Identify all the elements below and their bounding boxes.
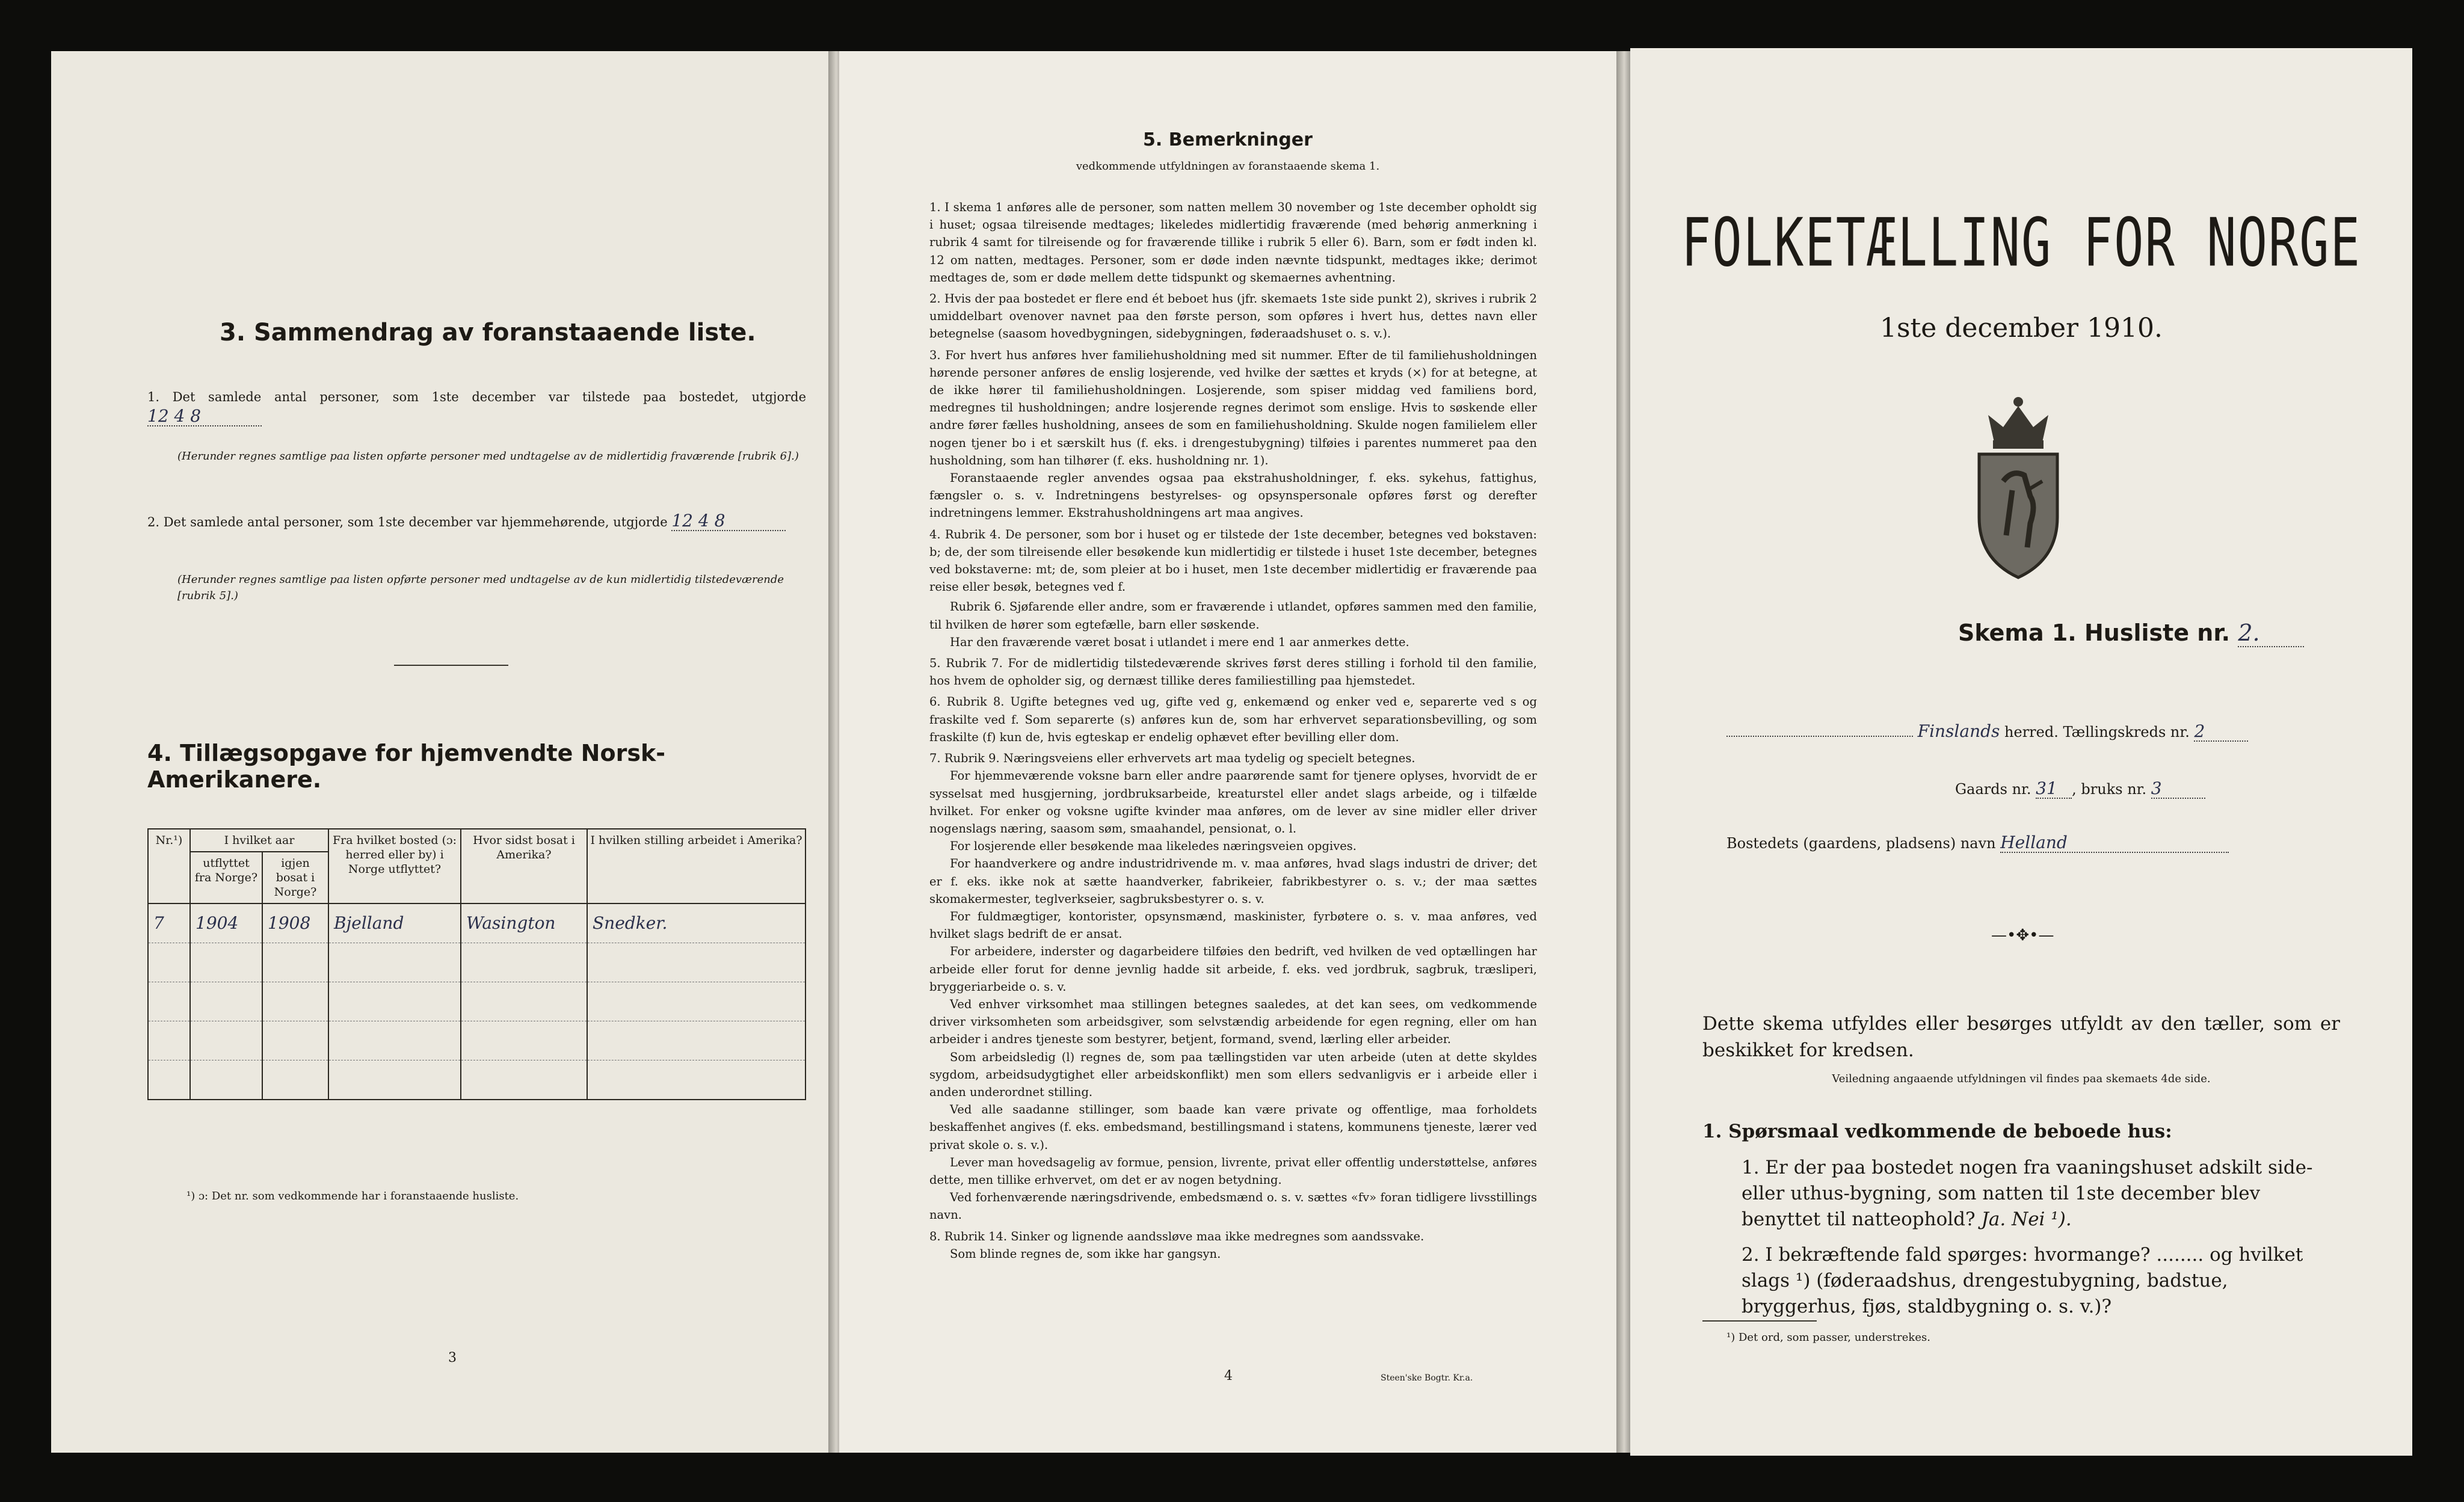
remark-paragraph: Ved forhenværende næringsdrivende, embedsmænd o. s. v. sættes «fv» foran tidligere livsstillings navn. [929, 1190, 1537, 1222]
intro-text: Dette skema utfyldes eller besørges utfyldt av den tæller, som er beskikket for kredsen. [1702, 1013, 2340, 1061]
norsk-amerikanere-table [147, 828, 806, 1100]
col-last-residence-header: Hvor sidst bosat i Amerika? [461, 829, 587, 903]
gaards-value: 31 [2036, 779, 2072, 799]
schema-label: Skema 1. Husliste nr. [1958, 620, 2231, 646]
intro-note: Veiledning angaaende utfyldningen vil findes paa skemaets 4de side. [1832, 1073, 2211, 1085]
kreds-value: 2 [2194, 722, 2248, 742]
remark-paragraph: Rubrik 6. Sjøfarende eller andre, som er fraværende i utlandet, opføres sammen med den familie, til hvilken de hører som egtefælle, barn eller søskende. [929, 600, 1537, 632]
remarks-title: 5. Bemerkninger [1143, 129, 1313, 150]
remark-paragraph: Ved enhver virksomhet maa stillingen betegnes saaledes, at det kan sees, om vedkommende driver virksomheten som arbeidsgiver, som selvstændig arbeidende for egen regning, eller om han arbeider i andres tjeneste som bestyrer, betjent, formand, svend, lærling eller arbeider. [929, 997, 1537, 1047]
summary-item-1 [147, 388, 806, 427]
remark-paragraph: Har den fraværende været bosat i utlandet i mere end 1 aar anmerkes dette. [950, 635, 1409, 649]
resident-count-value: 12 4 8 [671, 511, 786, 531]
census-date: 1ste december 1910. [1879, 313, 2163, 343]
col-nr-header: Nr.¹) [148, 829, 190, 903]
remark-paragraph: For arbeidere, inderster og dagarbeidere tilføies den bedrift, ved hvilken de ved optællingen har arbeide eller forut for denne jevnlig hadde sit arbeide, f. eks. ved jordbruk, sagbruk, træsliperi, bryggeriarbeide o. s. v. [929, 944, 1537, 994]
remark-paragraph: Som arbeidsledig (l) regnes de, som paa tællingstiden var uten arbeide (uten at dette skyldes sygdom, arbeidsudygtighet eller arbeidskonflikt) men som ellers sedvanligvis er i arbeide eller i anden underordnet stilling. [929, 1050, 1537, 1099]
table-row [148, 943, 805, 982]
cell-emigrated: 1904 [190, 903, 262, 943]
husliste-number-value: 2. [2238, 620, 2304, 647]
remark-paragraph: 5. Rubrik 7. For de midlertidig tilstedeværende skrives først deres stilling i forhold til den familie, hos hvem de opholder sig, og dernæst tillike deres familiestilling paa hjemstedet. [929, 656, 1537, 688]
summary-item-2-text: 2. Det samlede antal personer, som 1ste december var hjemmehørende, utgjorde [147, 515, 668, 529]
remark-paragraph: 2. Hvis der paa bostedet er flere end ét beboet hus (jfr. skemaets 1ste side punkt 2), skrives i rubrik 2 umiddelbart ovenover navnet paa den første person, som opføres i hvert hus, dettes navn eller betegnelse (saasom hovedbygningen, sidebygningen, føderaadshuset o. s. v.). [929, 292, 1537, 341]
bruks-label: bruks nr. [2081, 781, 2147, 798]
table-row [148, 1021, 805, 1060]
table-row [148, 982, 805, 1021]
summary-item-1-text: 1. Det samlede antal personer, som 1ste december var tilstede paa bostedet, utgjorde [147, 390, 806, 404]
col-emigrated-header: utflyttet fra Norge? [190, 852, 262, 903]
col-returned-header: igjen bosat i Norge? [262, 852, 328, 903]
bosted-value: Helland [2000, 833, 2229, 853]
table-row [148, 903, 805, 943]
herred-label: herred. [2004, 724, 2059, 740]
remark-paragraph: 4. Rubrik 4. De personer, som bor i huset og er tilstede der 1ste december, betegnes ved bokstaven: b; de, der som tilreisende eller besøkende kun midlertidig er tilstede i huset 1ste december, betegnes ved bokstaverne: mt; de, som pleier at bo i huset, men 1ste december midlertidig er fraværende paa reise eller besøk, betegnes ved f. [929, 527, 1537, 594]
bosted-line [1726, 833, 2229, 853]
question-1-answer: Ja. Nei ¹). [1981, 1208, 2072, 1230]
herred-line [1726, 722, 2358, 742]
summary-item-2 [147, 511, 806, 532]
printer-mark: Steen'ske Bogtr. Kr.a. [1381, 1373, 1473, 1383]
footnote: ¹) Det ord, som passer, understrekes. [1726, 1331, 1930, 1344]
col-occupation-header: I hvilken stilling arbeidet i Amerika? [587, 829, 805, 903]
col-from-where-header: Fra hvilket bosted (ɔ: herred eller by) i Norge utflyttet? [328, 829, 461, 903]
page-number: 4 [1224, 1368, 1233, 1384]
bruks-value: 3 [2151, 779, 2205, 799]
bosted-label: Bostedets (gaardens, pladsens) navn [1726, 835, 1996, 852]
page-number: 3 [448, 1350, 457, 1365]
remark-paragraph: 1. I skema 1 anføres alle de personer, som natten mellem 30 november og 1ste december opholdt sig i huset; ogsaa tilreisende medtages; likeledes midlertidig fraværende (med behørig anmerkning i rubrik 4 samt for tilreisende og for fraværende tillike i rubrik 5 eller 6). Barn, som er født inden kl. 12 om natten, medtages. Personer, som er døde inden nævnte tidspunkt, medtages ikke; derimot medtages de, som er døde mellem dette tidspunkt og skemaernes avhentning. [929, 200, 1537, 285]
cell-nr: 7 [148, 903, 190, 943]
section-4-title: 4. Tillægsopgave for hjemvendte Norsk-Amerikanere. [147, 740, 665, 793]
remark-paragraph: Ved alle saadanne stillinger, som baade kan være private og offentlige, maa forholdets beskaffenhet angives (f. eks. embedsmand, bestillingsmand i statens, kommunens tjeneste, lærer ved privat skole o. s. v.). [929, 1103, 1537, 1152]
cell-from-where: Bjelland [328, 903, 461, 943]
remark-paragraph: Som blinde regnes de, som ikke har gangsyn. [950, 1246, 1221, 1261]
remark-paragraph: 8. Rubrik 14. Sinker og lignende aandssløve maa ikke medregnes som aandssvake. [929, 1229, 1424, 1243]
question-2: 2. I bekræftende fald spørges: hvormange? ........ og hvilket slags ¹) (føderaadshus, drengestubygning, badstue, bryggerhus, fjøs, staldbygning o. s. v.)? [1742, 1244, 2303, 1317]
section-3-title: 3. Sammendrag av foranstaaende liste. [220, 319, 756, 346]
questions-header: 1. Spørsmaal vedkommende de beboede hus: [1702, 1121, 2172, 1142]
remark-paragraph: For hjemmeværende voksne barn eller andre paarørende samt for tjenere oplyses, hvorvidt de er sysselsat med husgjerning, jordbruksarbeide, kreaturstel eller andet slags arbeide, og i tilfælde hvilket. For enker og voksne ugifte kvinder maa anføres, om de lever av sine midler eller driver nogenslags næring, saasom søm, smaahandel, pensionat, o. l. [929, 769, 1537, 836]
remarks-subtitle: vedkommende utfyldningen av foranstaaende skema 1. [1076, 160, 1380, 173]
col-year-group-header: I hvilket aar [190, 829, 328, 852]
gaards-label: Gaards nr. [1955, 781, 2031, 798]
kreds-label: Tællingskreds nr. [2063, 724, 2190, 740]
remarks-body [929, 199, 1537, 1263]
page-1-cover [1630, 48, 2412, 1456]
present-count-value: 12 4 8 [147, 407, 262, 426]
footnote-rule [1702, 1320, 1817, 1322]
summary-item-1-note: (Herunder regnes samtlige paa listen opførte personer med undtagelse av de midlertidig fraværende [rubrik 6].) [177, 450, 799, 463]
ornament-divider: —•✥•— [1991, 926, 2054, 944]
schema-line [1958, 620, 2304, 647]
table-row [148, 1060, 805, 1100]
remark-paragraph: For haandverkere og andre industridrivende m. v. maa anføres, hvad slags industri de driver; det er f. eks. ikke nok at sætte haandverker, fabrikeier, fabrikbestyrer o. s. v.; der maa sættes skomakermester, teglverkseier, sagbruksbestyrer o. s. v. [929, 857, 1537, 906]
cell-last-residence: Wasington [461, 903, 587, 943]
remark-paragraph: 3. For hvert hus anføres hver familiehusholdning med sit nummer. Efter de til familiehusholdningen hørende personer anføres de enslig losjerende, ved hvilke der sættes et kryds (×) for at betegne, at de ikke hører til familiehusholdningen. Losjerende, som spiser middag ved familiens bord, medregnes til husholdningen; andre losjerende regnes derimot som enslige. Hvis to søskende eller andre fører fælles husholdning, ansees de som en familiehusholdning. Skulde nogen familielem eller nogen tjener bo i et særskilt hus (f. eks. i drengestubygning) tilføies i parentes nummeret paa den husholdning, som han tilhører (f. eks. husholdning nr. 1). [929, 348, 1537, 467]
remark-paragraph: Foranstaaende regler anvendes ogsaa paa ekstrahusholdninger, f. eks. sykehus, fattighus, fængsler o. s. v. Indretningens bestyrelses- og opsynspersonale opføres først og derefter indretningens lemmer. Ekstrahusholdningens art maa angives. [929, 471, 1537, 520]
coat-of-arms-icon [1970, 385, 2066, 586]
page-4 [839, 51, 1616, 1453]
herred-value: Finslands [1917, 721, 2000, 741]
census-title: FOLKETÆLLING FOR NORGE [1681, 205, 2362, 282]
cell-returned: 1908 [262, 903, 328, 943]
table-footnote: ¹) ɔ: Det nr. som vedkommende har i foranstaaende husliste. [186, 1190, 519, 1202]
gaards-line: Gaards nr. 31 , bruks nr. 3 [1955, 779, 2205, 799]
remark-paragraph: For fuldmægtiger, kontorister, opsynsmænd, maskinister, fyrbøtere o. s. v. maa anføres, ved hvilket slags bedrift de er ansat. [929, 909, 1537, 941]
question-1 [1742, 1155, 2343, 1233]
remark-paragraph: 7. Rubrik 9. Næringsveiens eller erhvervets art maa tydelig og specielt betegnes. [929, 751, 1415, 766]
cell-occupation: Snedker. [587, 903, 805, 943]
remark-paragraph: Lever man hovedsagelig av formue, pension, livrente, privat eller offentlig understøttelse, anføres dette, men tillike erhvervet, om det er av nogen betydning. [929, 1155, 1537, 1187]
question-1-text: 1. Er der paa bostedet nogen fra vaaningshuset adskilt side- eller uthus-bygning, som natten til 1ste december blev benyttet til natteophold? [1742, 1157, 2313, 1230]
divider [394, 665, 508, 666]
remark-paragraph: For losjerende eller besøkende maa likeledes næringsveien opgives. [950, 839, 1357, 854]
summary-item-2-note: (Herunder regnes samtlige paa listen opførte personer med undtagelse av de kun midlertidig tilstedeværende [rubrik 5].) [177, 573, 784, 602]
page-3 [51, 51, 828, 1453]
remark-paragraph: 6. Rubrik 8. Ugifte betegnes ved ug, gifte ved g, enkemænd og enker ved e, separerte ved s og fraskilte ved f. Som separerte (s) anføres kun de, som har erhvervet separationsbevilling, og som fraskilte (f) kun de, hvis egteskap er endelig ophævet efter bevilling eller dom. [929, 695, 1537, 744]
